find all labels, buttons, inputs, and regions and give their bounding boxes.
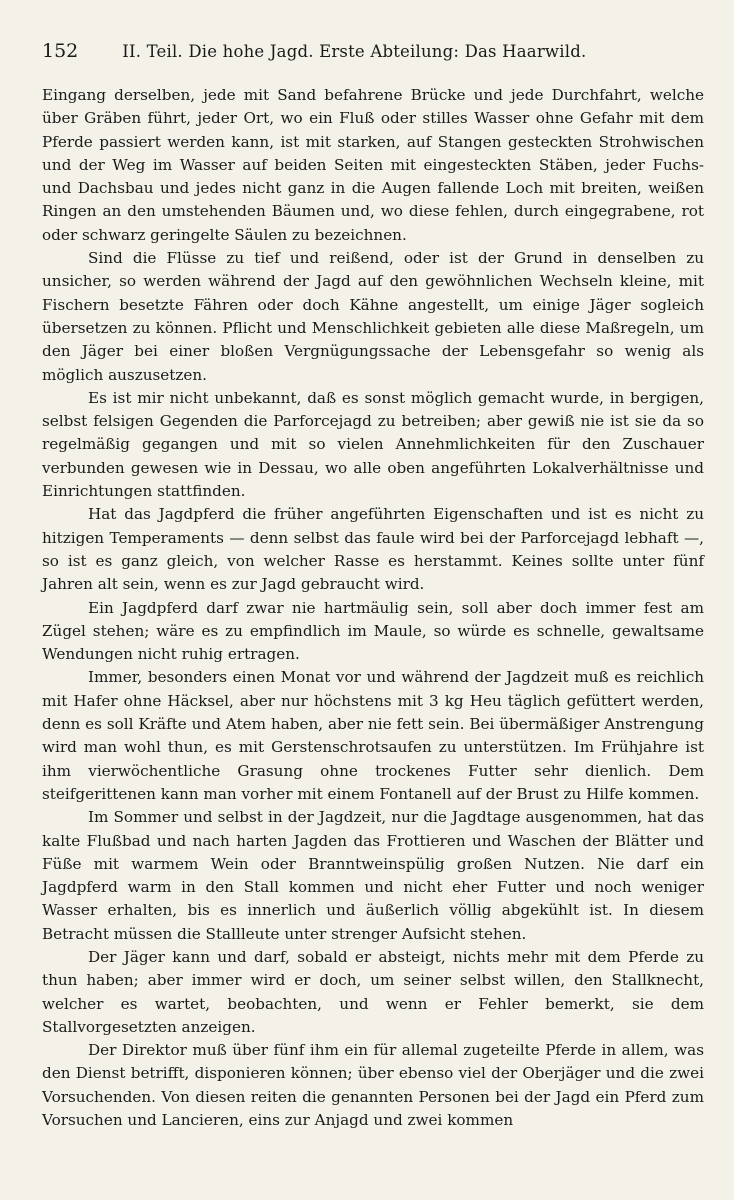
- paragraph: Im Sommer und selbst in der Jagdzeit, nur die Jagdtage ausgenommen, hat das kalte Flußbad und nach harten Jagden das Frottieren und Waschen der Blätter und Füße mit warmem Wein oder Branntweinspülig großen Nutzen. Nie darf ein Jagdpferd warm in den Stall kommen und nicht eher Futter und noch weniger Wasser erhalten, bis es innerlich und äußerlich völlig abgekühlt ist. In diesem Betracht müssen die Stallleute unter strenger Aufsicht stehen.: [42, 808, 704, 943]
- paragraph: Der Jäger kann und darf, sobald er absteigt, nichts mehr mit dem Pferde zu thun haben; aber immer wird er doch, um seiner selbst willen, den Stallknecht, welcher es wartet, beobachten, und wenn er Fehler bemerkt, sie dem Stallvorgesetzten anzeigen.: [42, 947, 704, 1036]
- paragraph: Es ist mir nicht unbekannt, daß es sonst möglich gemacht wurde, in bergigen, selbst felsigen Gegenden die Parforcejagd zu betreiben; aber gewiß nie ist sie da so regelmäßig gegangen und mit so vielen Annehmlichkeiten für den Zuschauer verbunden gewesen wie in Dessau, wo alle oben angeführten Lokalverhältnisse und Einrichtungen stattfinden.: [42, 388, 704, 501]
- paragraph: Sind die Flüsse zu tief und reißend, oder ist der Grund in denselben zu unsicher, so werden während der Jagd auf den gewöhnlichen Wechseln kleine, mit Fischern besetzte Fähren oder doch Kähne angestellt, um einige Jäger sogleich übersetzen zu können. Pflicht und Menschlichkeit gebieten alle diese Maßregeln, um den Jäger bei einer bloßen Vergnügungssache der Lebensgefahr so wenig als möglich auszusetzen.: [42, 249, 704, 384]
- paragraph: Der Direktor muß über fünf ihm ein für allemal zugeteilte Pferde in allem, was den Dienst betrifft, disponieren können; über ebenso viel der Oberjäger und die zwei Vorsuchenden. Von diesen reiten die genannten Personen bei der Jagd ein Pferd zum Vorsuchen und Lancieren, eins zur Anjagd und zwei kommen: [42, 1041, 704, 1130]
- paragraph: Ein Jagdpferd darf zwar nie hartmäulig sein, soll aber doch immer fest am Zügel stehen; wäre es zu empfindlich im Maule, so würde es schnelle, gewaltsame Wendungen nicht ruhig ertragen.: [42, 598, 704, 664]
- page-number: 152: [42, 40, 79, 62]
- paragraph: Hat das Jagdpferd die früher angeführten Eigenschaften und ist es nicht zu hitzigen Temperaments — denn selbst das faule wird bei der Parforcejagd lebhaft —, so ist es ganz gleich, von welcher Rasse es herstammt. Keines sollte unter fünf Jahren alt sein, wenn es zur Jagd gebraucht wird.: [42, 505, 704, 594]
- paragraph-continuation: Eingang derselben, jede mit Sand befahrene Brücke und jede Durchfahrt, welche über Gräben führt, jeder Ort, wo ein Fluß oder stilles Wasser ohne Gefahr mit dem Pferde passiert werden kann, ist mit starken, auf Stangen gesteckten Strohwischen und der Weg im Wasser auf beiden Seiten mit eingesteckten Stäben, jeder Fuchs- und Dachsbau und jedes nicht ganz in die Augen fallende Loch mit breiten, weißen Ringen an den umstehenden Bäumen und, wo diese fehlen, durch eingegrabene, rot oder schwarz geringelte Säulen zu bezeichnen.: [42, 86, 704, 244]
- body-text: [42, 84, 704, 1132]
- paragraph: Immer, besonders einen Monat vor und während der Jagdzeit muß es reichlich mit Hafer ohne Häcksel, aber nur höchstens mit 3 kg Heu täglich gefüttert werden, denn es soll Kräfte und Atem haben, aber nie fett sein. Bei übermäßiger Anstrengung wird man wohl thun, es mit Gerstenschrotsaufen zu unterstützen. Im Frühjahre ist ihm vierwöchentliche Grasung ohne trockenes Futter sehr dienlich. Dem steifgerittenen kann man vorher mit einem Fontanell auf der Brust zu Hilfe kommen.: [42, 668, 704, 803]
- page-header: [42, 40, 704, 84]
- running-head: II. Teil. Die hohe Jagd. Erste Abteilung: Das Haarwild.: [122, 42, 587, 61]
